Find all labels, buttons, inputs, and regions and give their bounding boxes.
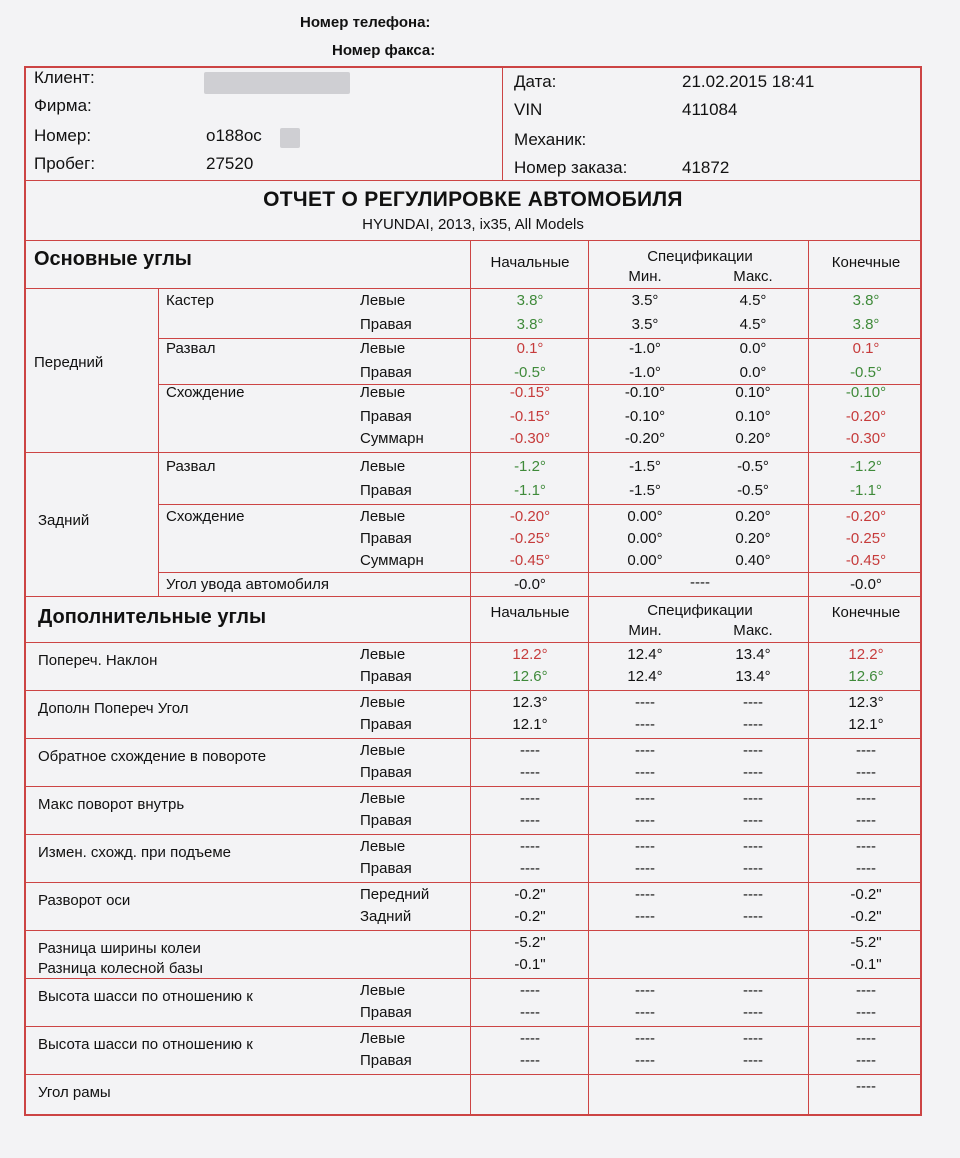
max-value: ---- [743, 982, 763, 999]
max-value: -0.5° [737, 458, 769, 475]
final-value: ---- [856, 1052, 876, 1069]
min-value: ---- [635, 1052, 655, 1069]
max-value: ---- [743, 1004, 763, 1021]
client-label: Клиент: [34, 68, 95, 87]
extra-param-label: Измен. схожд. при подъеме [38, 844, 232, 861]
side-label: Правая [360, 668, 412, 685]
side-label: Правая [360, 1004, 412, 1021]
min-value: -1.0° [629, 340, 661, 357]
side-label: Левые [360, 790, 406, 807]
final-value: 12.1° [848, 716, 884, 733]
side-label: Передний [360, 886, 430, 903]
max-value: ---- [743, 886, 763, 903]
initial-value: -0.2" [514, 908, 546, 925]
side-label: Правая [360, 482, 412, 499]
initial-value: ---- [520, 982, 540, 999]
min-value: ---- [635, 838, 655, 855]
initial-value: -0.2" [514, 886, 546, 903]
side-label: Задний [360, 908, 412, 925]
side-label: Левые [360, 694, 406, 711]
max-value: ---- [743, 1052, 763, 1069]
thrust-final: -0.0° [850, 576, 882, 593]
extra-initial-header: Начальные [490, 604, 570, 621]
side-label: Правая [360, 860, 412, 877]
final-value: ---- [856, 982, 876, 999]
side-label: Правая [360, 764, 412, 781]
min-value: -0.10° [624, 384, 666, 401]
final-header: Конечные [831, 254, 901, 271]
max-value: 0.10° [735, 384, 771, 401]
extra-param-label: Угол рамы [38, 1084, 111, 1101]
max-value: 4.5° [739, 316, 767, 333]
group-rear: Задний [38, 512, 90, 529]
side-label: Левые [360, 646, 406, 663]
initial-value: -0.45° [509, 552, 551, 569]
min-value: ---- [635, 694, 655, 711]
order-label: Номер заказа: [514, 158, 628, 177]
final-value: 12.6° [848, 668, 884, 685]
min-value: ---- [635, 982, 655, 999]
min-value: 12.4° [627, 668, 663, 685]
final-value: -0.45° [845, 552, 887, 569]
initial-value: -0.15° [509, 408, 551, 425]
extra-final-header: Конечные [831, 604, 901, 621]
param-label: Развал [166, 340, 216, 357]
initial-value: 3.8° [516, 316, 544, 333]
final-value: ---- [856, 860, 876, 877]
initial-value: ---- [520, 1030, 540, 1047]
extra-param-label: Попереч. Наклон [38, 652, 158, 669]
initial-value: -5.2" [514, 934, 546, 951]
final-value: ---- [856, 812, 876, 829]
side-label: Левые [360, 982, 406, 999]
extra-param-label: Разворот оси [38, 892, 131, 909]
max-value: ---- [743, 716, 763, 733]
final-value: 12.2° [848, 646, 884, 663]
final-value: ---- [856, 1078, 876, 1095]
side-label: Левые [360, 292, 406, 309]
mileage-value: 27520 [206, 154, 254, 173]
thrust-spec: ---- [690, 574, 710, 591]
initial-value: 0.1° [516, 340, 544, 357]
param-label: Кастер [166, 292, 214, 309]
min-value: ---- [635, 764, 655, 781]
initial-value: -1.2° [514, 458, 546, 475]
order-value: 41872 [682, 158, 730, 177]
thrust-initial: -0.0° [514, 576, 546, 593]
row-divider [24, 930, 922, 931]
side-label: Левые [360, 458, 406, 475]
redacted-region [280, 128, 300, 148]
min-value: 0.00° [627, 508, 663, 525]
final-value: -0.5° [850, 364, 882, 381]
min-value: -1.5° [629, 458, 661, 475]
final-value: -0.2" [850, 908, 882, 925]
max-value: 0.0° [739, 364, 767, 381]
param-label: Схождение [166, 508, 245, 525]
mileage-label: Пробег: [34, 154, 96, 173]
max-value: 0.20° [735, 430, 771, 447]
min-value: ---- [635, 1004, 655, 1021]
max-value: 0.10° [735, 408, 771, 425]
max-value: ---- [743, 860, 763, 877]
max-value: ---- [743, 764, 763, 781]
min-value: 3.5° [631, 316, 659, 333]
min-value: ---- [635, 742, 655, 759]
initial-value: ---- [520, 838, 540, 855]
report-title: ОТЧЕТ О РЕГУЛИРОВКЕ АВТОМОБИЛЯ [263, 188, 683, 211]
final-value: -0.20° [845, 408, 887, 425]
side-label: Правая [360, 716, 412, 733]
final-value: -0.10° [845, 384, 887, 401]
final-value: -0.2" [850, 886, 882, 903]
extra-min-header: Мин. [628, 622, 662, 639]
min-value: -1.0° [629, 364, 661, 381]
max-value: ---- [743, 838, 763, 855]
final-value: ---- [856, 742, 876, 759]
final-value: ---- [856, 1030, 876, 1047]
max-value: ---- [743, 790, 763, 807]
final-value: -1.1° [850, 482, 882, 499]
side-label: Суммарн [360, 552, 424, 569]
initial-value: -0.20° [509, 508, 551, 525]
side-label: Левые [360, 384, 406, 401]
min-value: 3.5° [631, 292, 659, 309]
side-label: Правая [360, 316, 412, 333]
extra-param-label: Обратное схождение в повороте [38, 748, 267, 765]
side-label: Левые [360, 838, 406, 855]
phone-label: Номер телефона: [300, 14, 431, 31]
extra-param-label: Разница колесной базы [38, 960, 203, 977]
row-divider [24, 834, 922, 835]
min-value: -1.5° [629, 482, 661, 499]
extra-max-header: Макс. [733, 622, 773, 639]
min-value: ---- [635, 886, 655, 903]
number-label: Номер: [34, 126, 92, 145]
max-value: 13.4° [735, 646, 771, 663]
initial-value: ---- [520, 790, 540, 807]
row-divider [24, 882, 922, 883]
side-label: Левые [360, 1030, 406, 1047]
max-value: ---- [743, 908, 763, 925]
param-label: Развал [166, 458, 216, 475]
initial-value: 12.1° [512, 716, 548, 733]
max-value: 0.40° [735, 552, 771, 569]
max-value: -0.5° [737, 482, 769, 499]
final-value: ---- [856, 838, 876, 855]
side-label: Правая [360, 530, 412, 547]
extra-section-title: Дополнительные углы [38, 606, 267, 628]
spec-header: Спецификации [647, 248, 753, 265]
redacted-client [204, 72, 350, 94]
initial-value: 3.8° [516, 292, 544, 309]
min-value: 12.4° [627, 646, 663, 663]
final-value: 0.1° [852, 340, 880, 357]
extra-param-label: Макс поворот внутрь [38, 796, 185, 813]
row-divider [24, 738, 922, 739]
initial-value: -0.30° [509, 430, 551, 447]
side-label: Суммарн [360, 430, 424, 447]
initial-value: -0.25° [509, 530, 551, 547]
final-value: ---- [856, 790, 876, 807]
min-value: 0.00° [627, 530, 663, 547]
final-value: -0.1" [850, 956, 882, 973]
side-label: Левые [360, 508, 406, 525]
side-label: Правая [360, 408, 412, 425]
min-value: ---- [635, 790, 655, 807]
max-value: ---- [743, 742, 763, 759]
vehicle-info: HYUNDAI, 2013, ix35, All Models [362, 216, 584, 233]
row-divider [24, 1026, 922, 1027]
initial-value: ---- [520, 764, 540, 781]
min-value: ---- [635, 812, 655, 829]
side-label: Правая [360, 1052, 412, 1069]
final-value: 3.8° [852, 292, 880, 309]
initial-value: ---- [520, 1004, 540, 1021]
max-value: ---- [743, 812, 763, 829]
thrust-label: Угол увода автомобиля [166, 576, 330, 593]
initial-value: 12.2° [512, 646, 548, 663]
final-value: -0.25° [845, 530, 887, 547]
initial-header: Начальные [490, 254, 570, 271]
date-value: 21.02.2015 18:41 [682, 72, 815, 91]
extra-param-label: Разница ширины колеи [38, 940, 201, 957]
final-value: 3.8° [852, 316, 880, 333]
final-value: -5.2" [850, 934, 882, 951]
min-value: 0.00° [627, 552, 663, 569]
row-divider [24, 786, 922, 787]
extra-spec-header: Спецификации [647, 602, 753, 619]
final-value: 12.3° [848, 694, 884, 711]
final-value: -0.20° [845, 508, 887, 525]
min-value: ---- [635, 716, 655, 733]
number-value: о188ос [206, 126, 262, 145]
min-header: Мин. [628, 268, 662, 285]
max-value: ---- [743, 694, 763, 711]
min-value: -0.10° [624, 408, 666, 425]
max-value: ---- [743, 1030, 763, 1047]
param-label: Схождение [166, 384, 245, 401]
final-value: -0.30° [845, 430, 887, 447]
initial-value: 12.3° [512, 694, 548, 711]
final-value: ---- [856, 764, 876, 781]
max-header: Макс. [733, 268, 773, 285]
extra-param-label: Высота шасси по отношению к [38, 988, 253, 1005]
fax-label: Номер факса: [332, 42, 436, 59]
date-label: Дата: [514, 72, 557, 91]
min-value: ---- [635, 1030, 655, 1047]
min-value: ---- [635, 860, 655, 877]
side-label: Левые [360, 340, 406, 357]
extra-param-label: Дополн Попереч Угол [38, 700, 189, 717]
row-divider [24, 1074, 922, 1075]
min-value: -0.20° [624, 430, 666, 447]
mechanic-label: Механик: [514, 130, 587, 149]
max-value: 0.20° [735, 530, 771, 547]
max-value: 0.20° [735, 508, 771, 525]
initial-value: -0.1" [514, 956, 546, 973]
initial-value: ---- [520, 1052, 540, 1069]
firm-label: Фирма: [34, 96, 92, 115]
final-value: ---- [856, 1004, 876, 1021]
max-value: 4.5° [739, 292, 767, 309]
row-divider [24, 978, 922, 979]
initial-value: ---- [520, 812, 540, 829]
initial-value: ---- [520, 742, 540, 759]
group-front: Передний [34, 354, 104, 371]
max-value: 13.4° [735, 668, 771, 685]
min-value: ---- [635, 908, 655, 925]
final-value: -1.2° [850, 458, 882, 475]
vin-label: VIN [514, 100, 543, 119]
vin-value: 411084 [682, 100, 738, 119]
initial-value: 12.6° [512, 668, 548, 685]
row-divider [24, 690, 922, 691]
side-label: Левые [360, 742, 406, 759]
side-label: Правая [360, 812, 412, 829]
initial-value: ---- [520, 860, 540, 877]
initial-value: -0.5° [514, 364, 546, 381]
extra-param-label: Высота шасси по отношению к [38, 1036, 253, 1053]
initial-value: -0.15° [509, 384, 551, 401]
initial-value: -1.1° [514, 482, 546, 499]
side-label: Правая [360, 364, 412, 381]
max-value: 0.0° [739, 340, 767, 357]
main-section-title: Основные углы [34, 248, 192, 270]
